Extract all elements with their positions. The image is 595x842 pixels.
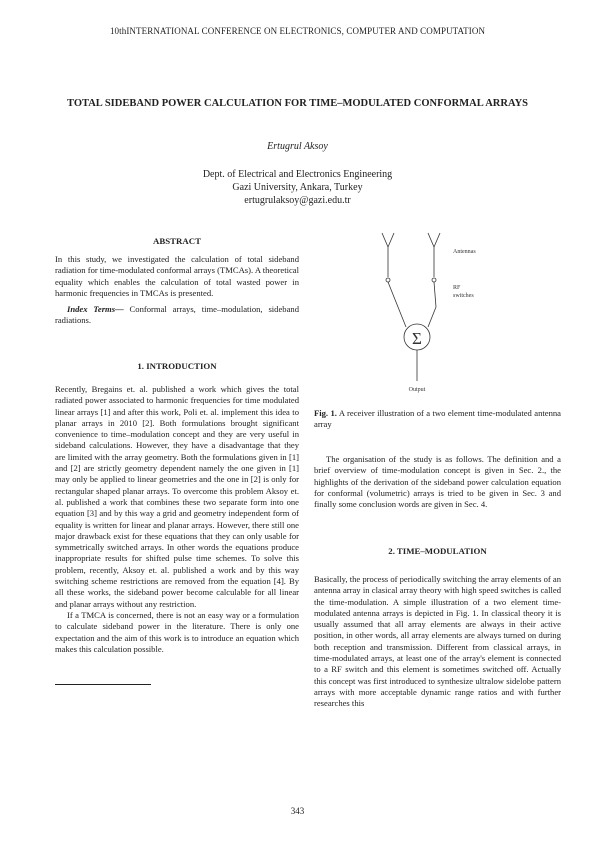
organisation-text: The organisation of the study is as follows. The definition and a brief overview of time-modulation concept is given in Sec. 2., the highlights of the derivation of the sideband power calculation equation for conformal (volumetric) arrays is tried to be given in Sec. 3 and finally some conclusion words are given in Sec. 4. xyxy=(314,454,561,510)
figure-caption-label: Fig. 1. xyxy=(314,408,337,418)
time-modulation-section xyxy=(314,546,561,710)
antenna-right-arm-a xyxy=(428,233,434,247)
paper-title: TOTAL SIDEBAND POWER CALCULATION FOR TIME–MODULATED CONFORMAL ARRAYS xyxy=(67,98,528,109)
switch-right-contact xyxy=(432,278,436,282)
abstract-section xyxy=(55,236,299,327)
label-rf: RF xyxy=(453,285,461,291)
introduction-section xyxy=(55,361,299,655)
timemod-text: Basically, the process of periodically switching the array elements of an antenna array in clasical array theory with high speed switches is called the time-modulation. A simple illustration of a two element time-modulated antenna arrays is depicted in Fig. 1. In classical theory it is usually assumed that all array elements are always in their active position, in other words, all array elements are always turned on during both reception and transmission. Different from classical arrays, in time-modulated arrays, at least one of the array's element is connected to a RF switch and this element is sometimes switched off. Actually this concept was first introduced to synthesize ultralow sidelobe pattern arrays with more acceptable dynamic range ratios and with further researches this xyxy=(314,574,561,709)
organisation-paragraph xyxy=(314,454,561,510)
affiliation-dept: Dept. of Electrical and Electronics Engineering xyxy=(202,169,393,180)
antenna-left-arm-a xyxy=(382,233,388,247)
intro-heading: 1. INTRODUCTION xyxy=(137,361,217,371)
feed-left-to-summer xyxy=(398,307,406,327)
footnote-rule xyxy=(55,684,151,685)
switch-left-blade xyxy=(388,282,398,307)
affiliation xyxy=(0,168,595,207)
running-header: 10thINTERNATIONAL CONFERENCE ON ELECTRONICS, COMPUTER AND COMPUTATION xyxy=(109,26,486,36)
index-terms xyxy=(55,304,299,327)
antenna-left-arm-b xyxy=(388,233,394,247)
label-output: Output xyxy=(408,387,426,393)
affiliation-email: ertugrulaksoy@gazi.edu.tr xyxy=(244,195,351,206)
feed-right-to-summer xyxy=(428,307,436,327)
author-name: Ertugrul Aksoy xyxy=(267,141,328,152)
abstract-text: In this study, we investigated the calculation of total sideband radiation for time-modulated conformal arrays (TMCAs). A theoretical equality which enables the calculation of total wasted power in harmonic frequencies in TMCAs is presented. xyxy=(55,254,299,298)
intro-paragraph-2: If a TMCA is concerned, there is not an easy way or a formulation to calculate sideband power in the literature. There is only one expectation and the aim of this work is to introduce an equation which makes this calculation possible. xyxy=(55,609,299,654)
switch-left-contact xyxy=(386,278,390,282)
abstract-heading: ABSTRACT xyxy=(153,236,201,246)
label-switches: switches xyxy=(453,293,474,299)
summation-symbol: Σ xyxy=(412,329,422,348)
figure-1-diagram xyxy=(352,229,492,399)
intro-paragraph-1: Recently, Bregains et. al. published a work which gives the total radiated power associated to harmonic frequencies for time modulated linear arrays [1] and after this work, Poli et. al. implement this idea to planar arrays in 2010 [2]. Both formulations brought significant convenience to time–modulation concept and they are very useful in sideband calculations. However, they have a disadvantage that they are limited with the array geometry. Both the formulations given in [1] and [2] are strictly geometry dependent namely the one given in [1] may only be applied to linear geometries and the one in [2] is only for rectangular shaped planar arrays. To overcome this problem Aksoy et. al. published a work that combines these two separate form into one equation [3] and by this way a grid and geometry independent form of equality is written for linear and planar arrays. However, there still one major drawback exist for these equations that they can only usable for symmetrically switched arrays. In other words the equations produce inappropriate results for shifted pulse time schemes. To solve this problem, recently, Aksoy et. al. published a work and by this way switching scheme restrictions are removed from the equation [4]. By all these works, the sideband power become calculable for all linear and planar arrays without any restriction. xyxy=(55,384,299,609)
antenna-right-arm-b xyxy=(434,233,440,247)
figure-1-caption xyxy=(314,408,561,431)
index-terms-text: Conformal arrays, time–modulation, sideband radiations. xyxy=(55,304,300,326)
switch-right-blade xyxy=(434,282,436,307)
label-antennas: Antennas xyxy=(453,249,476,255)
timemod-heading: 2. TIME–MODULATION xyxy=(388,546,487,556)
figure-caption-text: A receiver illustration of a two element time-modulated antenna array xyxy=(314,408,561,430)
index-terms-label: Index Terms— xyxy=(67,304,124,315)
affiliation-univ: Gazi University, Ankara, Turkey xyxy=(232,182,363,193)
page-number: 343 xyxy=(290,806,305,816)
